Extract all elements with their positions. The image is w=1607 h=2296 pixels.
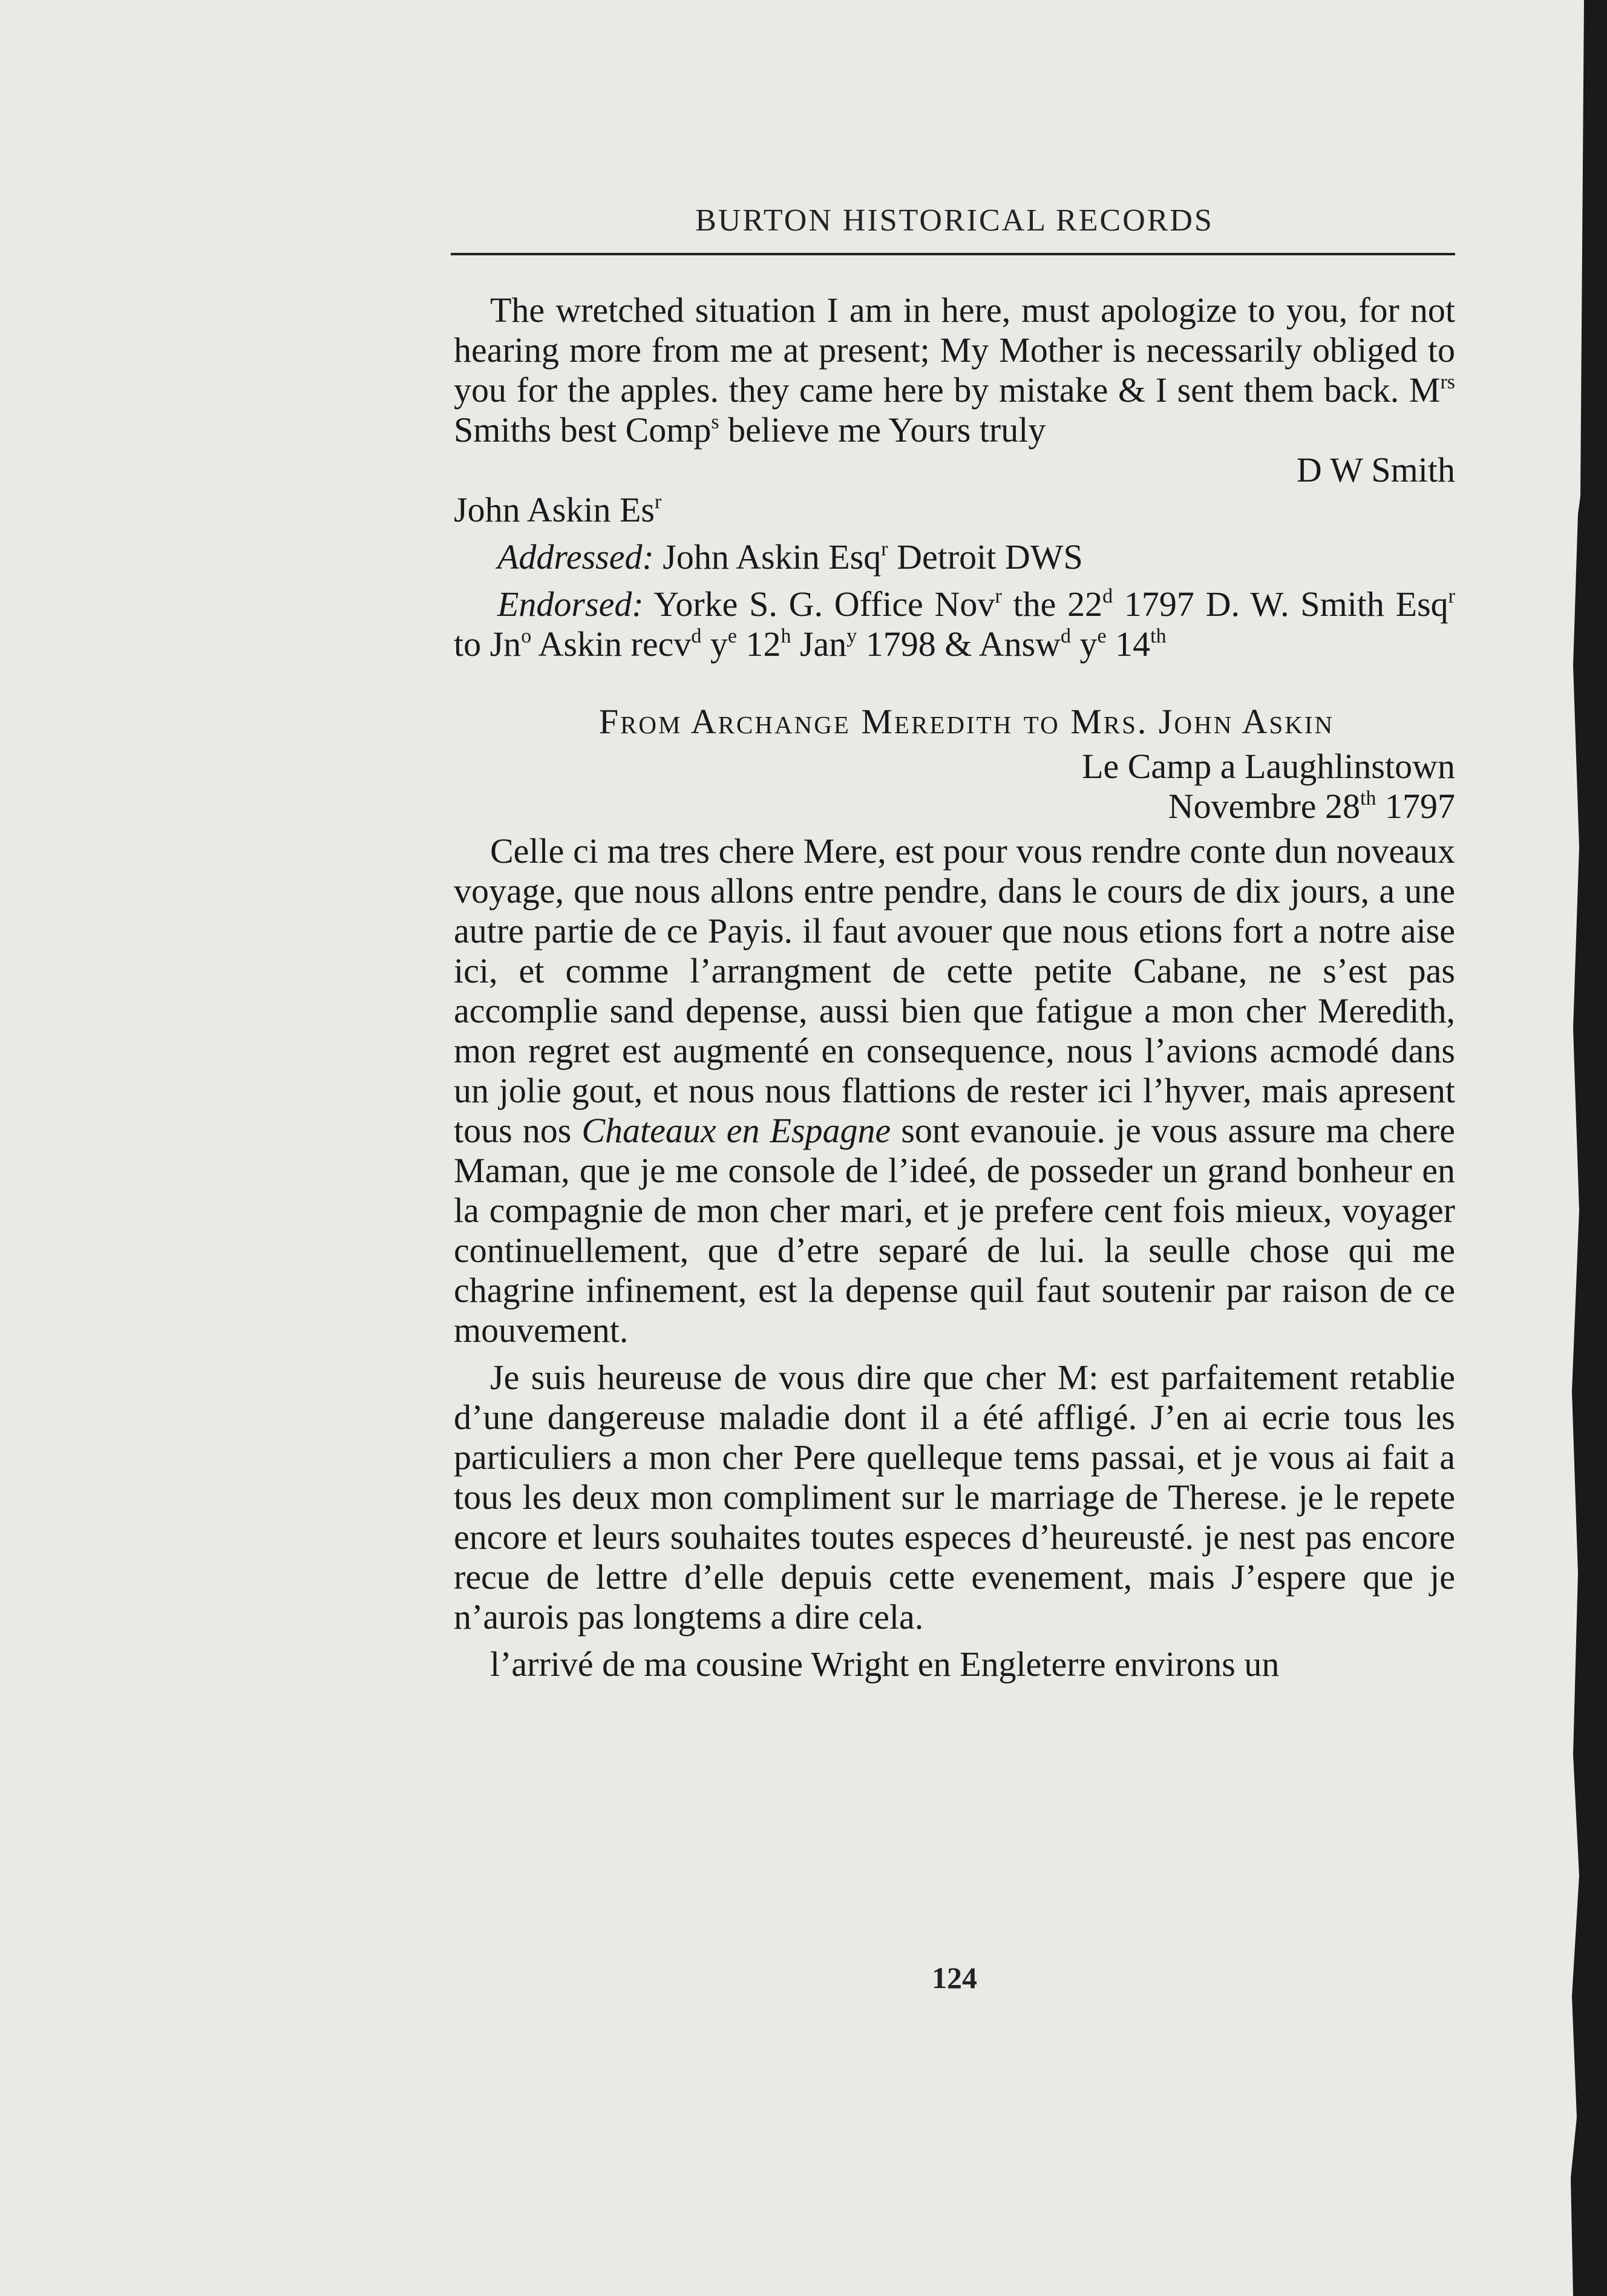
- header-rule: [451, 253, 1455, 255]
- letter2-paragraph-3: l’arrivé de ma cousine Wright en Engleterre environs un: [490, 1644, 1280, 1684]
- page-body: [454, 290, 1455, 1684]
- page-number: 124: [932, 1961, 977, 1995]
- letter2-paragraph-1: Celle ci ma tres chere Mere, est pour vous rendre conte dun noveaux voyage, que nous allons entre pendre, dans le cours de dix jours, a une autre partie de ce Payis. il faut avouer que nous etions fort a notre aise ici, et comme l’arrangment de cette petite Cabane, ne s’est pas accomplie sand depense, aussi bien que fatigue a mon cher Meredith, mon regret est augmenté en consequence, nous l’avions acmodé dans un jolie gout, et nous nous flattions de rester ici l’hyver, mais apresent tous nos Chateaux en Espagne sont evanouie. je vous assure ma chere Maman, que je me console de l’ideé, de posseder un grand bonheur en la compagnie de mon cher mari, et je prefere cent fois mieux, voyager continuellement, que d’etre separé de lui. la seulle chose qui me chagrine infinement, est la depense quil faut soutenir par raison de ce mouvement.: [454, 831, 1455, 1350]
- letter1-signature: D W Smith: [1296, 450, 1455, 489]
- letter1-body: The wretched situation I am in here, must apologize to you, for not hearing more from me at present; My Mother is necessarily obliged to you for the apples. they came here by mistake & I sent them back. $M^{rs}$ Smiths best Comp$^s$ believe me Yours truly: [454, 290, 1455, 450]
- running-head: BURTON HISTORICAL RECORDS: [695, 203, 1214, 238]
- letter1-recipient: John Askin Es$^r$: [454, 490, 662, 529]
- letter2-place: Le Camp a Laughlinstown: [1082, 747, 1455, 786]
- letter2-paragraph-2: Je suis heureuse de vous dire que cher M: est parfaitement retablie d’une dangereuse maladie dont il a été affligé. J’en ai ecrie tous les particuliers a mon cher Pere quelleque tems passai, et je vous ai fait a tous les deux mon compliment sur le marriage de Therese. je le repete encore et leurs souhaites toutes especes d’heureusté. je nest pas encore recue de lettre d’elle depuis cette evenement, mais J’espere que je n’aurois pas longtems a dire cela.: [454, 1358, 1455, 1637]
- letter1-endorsed: Endorsed: Yorke S. G. Office Nov$^r$ the 22$^d$ 1797 D. W. Smith Esq$^r$ to Jn$^o$ Askin recv$^d$ $y^e$ 12$^h$ Jan$^y$ 1798 & Answ$^d$ $y^e$ 14th: [454, 584, 1455, 664]
- letter1-addressed: Addressed: John Askin Esq$^r$ Detroit DWS: [497, 537, 1083, 577]
- letter2-title: From Archange Meredith to Mrs. John Askin: [598, 702, 1335, 741]
- letter2-date: Novembre 28th 1797: [1168, 787, 1455, 826]
